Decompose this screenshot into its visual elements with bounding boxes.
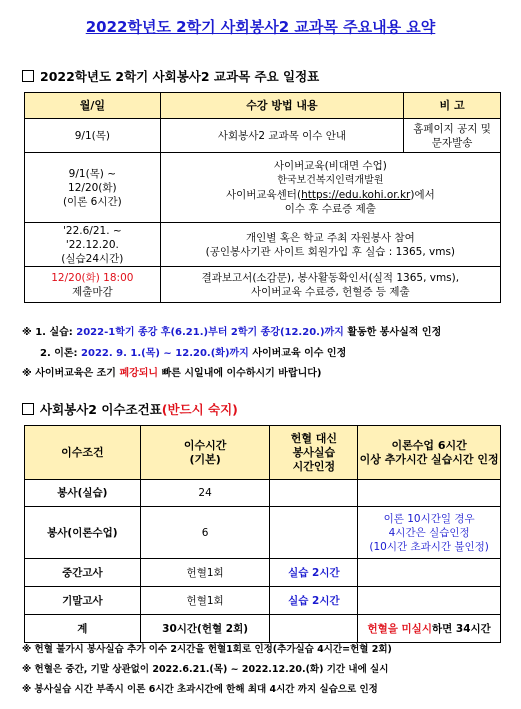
note-early-closing: ※ 사이버교육은 조기 폐강되니 빠른 시일내에 이수하시기 바랍니다) bbox=[22, 368, 322, 379]
section1-heading: 2022학년도 2학기 사회봉사2 교과목 주요 일정표 bbox=[22, 67, 319, 85]
note-practice: ※ 1. 실습: 2022-1학기 종강 후(6.21.)부터 2학기 종강(12.20.)까지 활동한 봉사실적 인정 bbox=[22, 327, 442, 338]
table-row: 12/20(화) 18:00 제출마감 결과보고서(소감문), 봉사활동확인서(실적 1365, vms), 사이버교육 수료증, 헌혈증 등 제출 bbox=[25, 267, 501, 303]
note-practice-shortage: ※ 봉사실습 시간 부족시 이론 6시간 초과시간에 한해 최대 4시간 까지 실습으로 인정 bbox=[22, 684, 378, 695]
col-header-condition: 이수조건 bbox=[25, 426, 141, 480]
table-row: 9/1(목) 사회봉사2 교과목 이수 안내 홈페이지 공지 및 문자발송 bbox=[25, 119, 501, 153]
completion-table bbox=[24, 425, 501, 643]
table-row: 기말고사 헌혈1회 실습 2시간 bbox=[25, 587, 501, 615]
table-row: 중간고사 헌혈1회 실습 2시간 bbox=[25, 559, 501, 587]
table-row: 봉사(실습) 24 bbox=[25, 480, 501, 507]
note-theory: 2. 이론: 2022. 9. 1.(목) ~ 12.20.(화)까지 사이버교육 이수 인정 bbox=[40, 348, 347, 359]
note-blood-substitute: ※ 헌혈 불가시 봉사실습 추가 이수 2시간을 헌혈1회로 인정(추가실습 4시간=헌혈 2회) bbox=[22, 644, 392, 655]
col-header-extra: 이론수업 6시간 이상 추가시간 실습시간 인정 bbox=[358, 426, 501, 480]
col-header-content: 수강 방법 내용 bbox=[160, 93, 403, 119]
table-row: 봉사(이론수업) 6 이론 10시간일 경우 4시간은 실습인정 (10시간 초과시간 불인정) bbox=[25, 507, 501, 559]
section2-heading: 사회봉사2 이수조건표(반드시 숙지) bbox=[22, 400, 238, 418]
schedule-table bbox=[24, 92, 501, 303]
checkbox-square-icon bbox=[22, 403, 34, 415]
table-row: 계 30시간(헌혈 2회) 헌혈을 미실시하면 34시간 bbox=[25, 615, 501, 643]
table-row: 9/1(목) ~ 12/20(화) (이론 6시간) 사이버교육(비대면 수업) 한국보건복지인력개발원 사이버교육센터(https://edu.kohi.or.kr)에서 이수 후 수료증 제출 bbox=[25, 153, 501, 223]
cyber-education-link[interactable]: https://edu.kohi.or.kr bbox=[301, 189, 411, 201]
col-header-hours: 이수시간 (기본) bbox=[140, 426, 270, 480]
note-blood-period: ※ 헌혈은 중간, 기말 상관없이 2022.6.21.(목) ~ 2022.12.20.(화) 기간 내에 실시 bbox=[22, 664, 389, 675]
table-row: '22.6/21. ~ '22.12.20. (실습24시간) 개인별 혹은 학교 주최 자원봉사 참여 (공인봉사기관 사이트 회원가입 후 실습 : 1365, vms) bbox=[25, 223, 501, 267]
page-title: 2022학년도 2학기 사회봉사2 교과목 주요내용 요약 bbox=[85, 18, 436, 36]
col-header-note: 비 고 bbox=[404, 93, 501, 119]
col-header-date: 월/일 bbox=[25, 93, 161, 119]
checkbox-square-icon bbox=[22, 70, 34, 82]
col-header-blood: 헌혈 대신 봉사실습 시간인정 bbox=[270, 426, 358, 480]
